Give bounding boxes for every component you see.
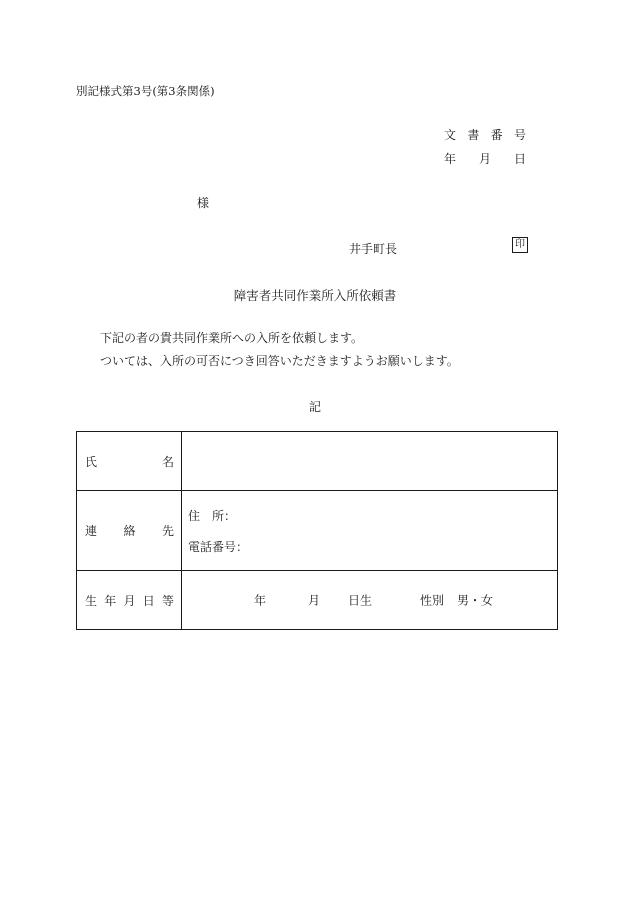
label-char: 日 <box>142 593 155 608</box>
birth-field[interactable] <box>182 571 558 630</box>
name-field[interactable] <box>182 432 558 491</box>
date-year: 年 <box>444 152 457 166</box>
label-char: 先 <box>161 524 174 538</box>
birth-row <box>77 571 558 630</box>
birth-month-label: 月 <box>308 593 321 608</box>
name-row <box>77 432 558 491</box>
doc-number-char: 文 <box>444 128 457 142</box>
phone-label: 電話番号： <box>188 539 249 554</box>
name-label-cell <box>77 432 182 491</box>
body-paragraph-1: 下記の者の貴共同作業所への入所を依頼します。 <box>100 331 364 345</box>
contact-field[interactable] <box>182 491 558 571</box>
date-line <box>444 150 526 167</box>
document-title: 障害者共同作業所入所依頼書 <box>233 288 397 303</box>
application-table <box>76 431 558 630</box>
date-month: 月 <box>478 152 491 166</box>
form-reference: 別記様式第3号(第3条関係) <box>76 84 215 98</box>
contact-row <box>77 491 558 571</box>
address-line <box>182 507 557 524</box>
label-char: 氏 <box>85 454 98 469</box>
doc-number-char: 番 <box>490 128 503 142</box>
birth-label-cell <box>77 571 182 630</box>
label-char: 年 <box>104 593 117 608</box>
date-day: 日 <box>513 152 526 166</box>
document-number-label <box>444 126 526 143</box>
gender-label: 性別 <box>420 593 445 608</box>
doc-number-char: 号 <box>513 128 526 142</box>
birth-year-label: 年 <box>254 593 267 608</box>
body-paragraph-2: ついては、入所の可否につき回答いただきますようお願いします。 <box>100 354 459 368</box>
label-char: 生 <box>85 593 98 608</box>
gender-options: 男・女 <box>457 593 494 608</box>
label-char: 等 <box>161 593 174 608</box>
contact-label-cell <box>77 491 182 571</box>
label-char: 絡 <box>123 524 136 538</box>
birth-day-label: 日生 <box>348 593 373 608</box>
label-char: 名 <box>161 454 174 469</box>
doc-number-char: 書 <box>467 128 480 142</box>
phone-line <box>182 538 557 555</box>
address-label: 住 所： <box>188 508 237 523</box>
ki-heading: 記 <box>308 400 321 414</box>
sender-name: 井手町長 <box>349 242 398 256</box>
addressee-honorific: 様 <box>197 196 210 210</box>
label-char: 連 <box>85 524 98 538</box>
seal-mark: 印 <box>512 237 528 253</box>
label-char: 月 <box>123 593 136 608</box>
